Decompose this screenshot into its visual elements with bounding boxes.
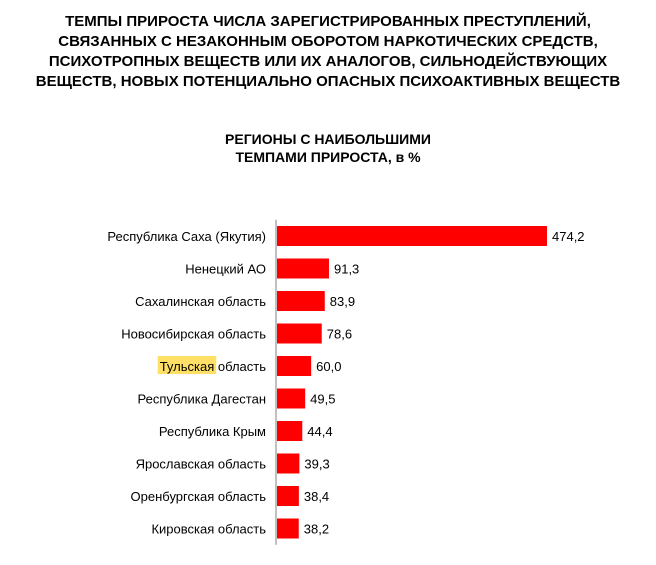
bar [277, 356, 311, 376]
bar-value-label: 38,4 [303, 489, 330, 504]
category-label: Республика Дагестан [137, 391, 266, 407]
bar-value-label: 44,4 [307, 424, 333, 439]
bar [277, 324, 322, 344]
bar [277, 226, 547, 246]
chart-title-line-2: СВЯЗАННЫХ С НЕЗАКОННЫМ ОБОРОТОМ НАРКОТИЧЕСКИХ СРЕДСТВ, [58, 33, 598, 50]
chart-subtitle-line-1: РЕГИОНЫ С НАИБОЛЬШИМИ [225, 131, 431, 147]
bar [277, 421, 302, 441]
category-label: Республика Саха (Якутия) [107, 229, 266, 244]
chart-title-line-4: ВЕЩЕСТВ, НОВЫХ ПОТЕНЦИАЛЬНО ОПАСНЫХ ПСИХОАКТИВНЫХ ВЕЩЕСТВ [35, 73, 621, 90]
bar [277, 519, 299, 539]
category-label: Новосибирская область [121, 326, 266, 342]
category-label: Оренбургская область [130, 489, 266, 504]
bar-value-label: 78,6 [326, 326, 353, 342]
bar-value-label: 38,2 [303, 521, 330, 537]
category-label: Сахалинская область [135, 294, 266, 309]
bar-value-label: 49,5 [310, 391, 336, 407]
chart-subtitle-line-2: ТЕМПАМИ ПРИРОСТА, в % [235, 149, 421, 165]
bar-value-label: 91,3 [333, 261, 360, 277]
bar-value-label: 60,0 [316, 359, 342, 374]
category-label: Ярославская область [135, 456, 266, 472]
category-label: Республика Крым [158, 424, 266, 439]
bar [277, 389, 305, 409]
bar-value-label: 83,9 [329, 294, 356, 309]
bar-value-label: 39,3 [304, 456, 330, 472]
category-label: Ненецкий АО [185, 261, 266, 277]
category-label: Кировская область [151, 521, 266, 537]
bar-value-label: 474,2 [552, 229, 585, 244]
category-label: Тульская область [159, 359, 266, 374]
bar [277, 259, 329, 279]
bars-layer [107, 226, 584, 539]
bar [277, 486, 299, 506]
chart-title-line-1: ТЕМПЫ ПРИРОСТА ЧИСЛА ЗАРЕГИСТРИРОВАННЫХ ПРЕСТУПЛЕНИЙ, [65, 13, 591, 30]
bar [277, 291, 325, 311]
bar [277, 454, 299, 474]
chart-title-line-3: ПСИХОТРОПНЫХ ВЕЩЕСТВ ИЛИ ИХ АНАЛОГОВ, СИЛЬНОДЕЙСТВУЮЩИХ [48, 53, 608, 70]
